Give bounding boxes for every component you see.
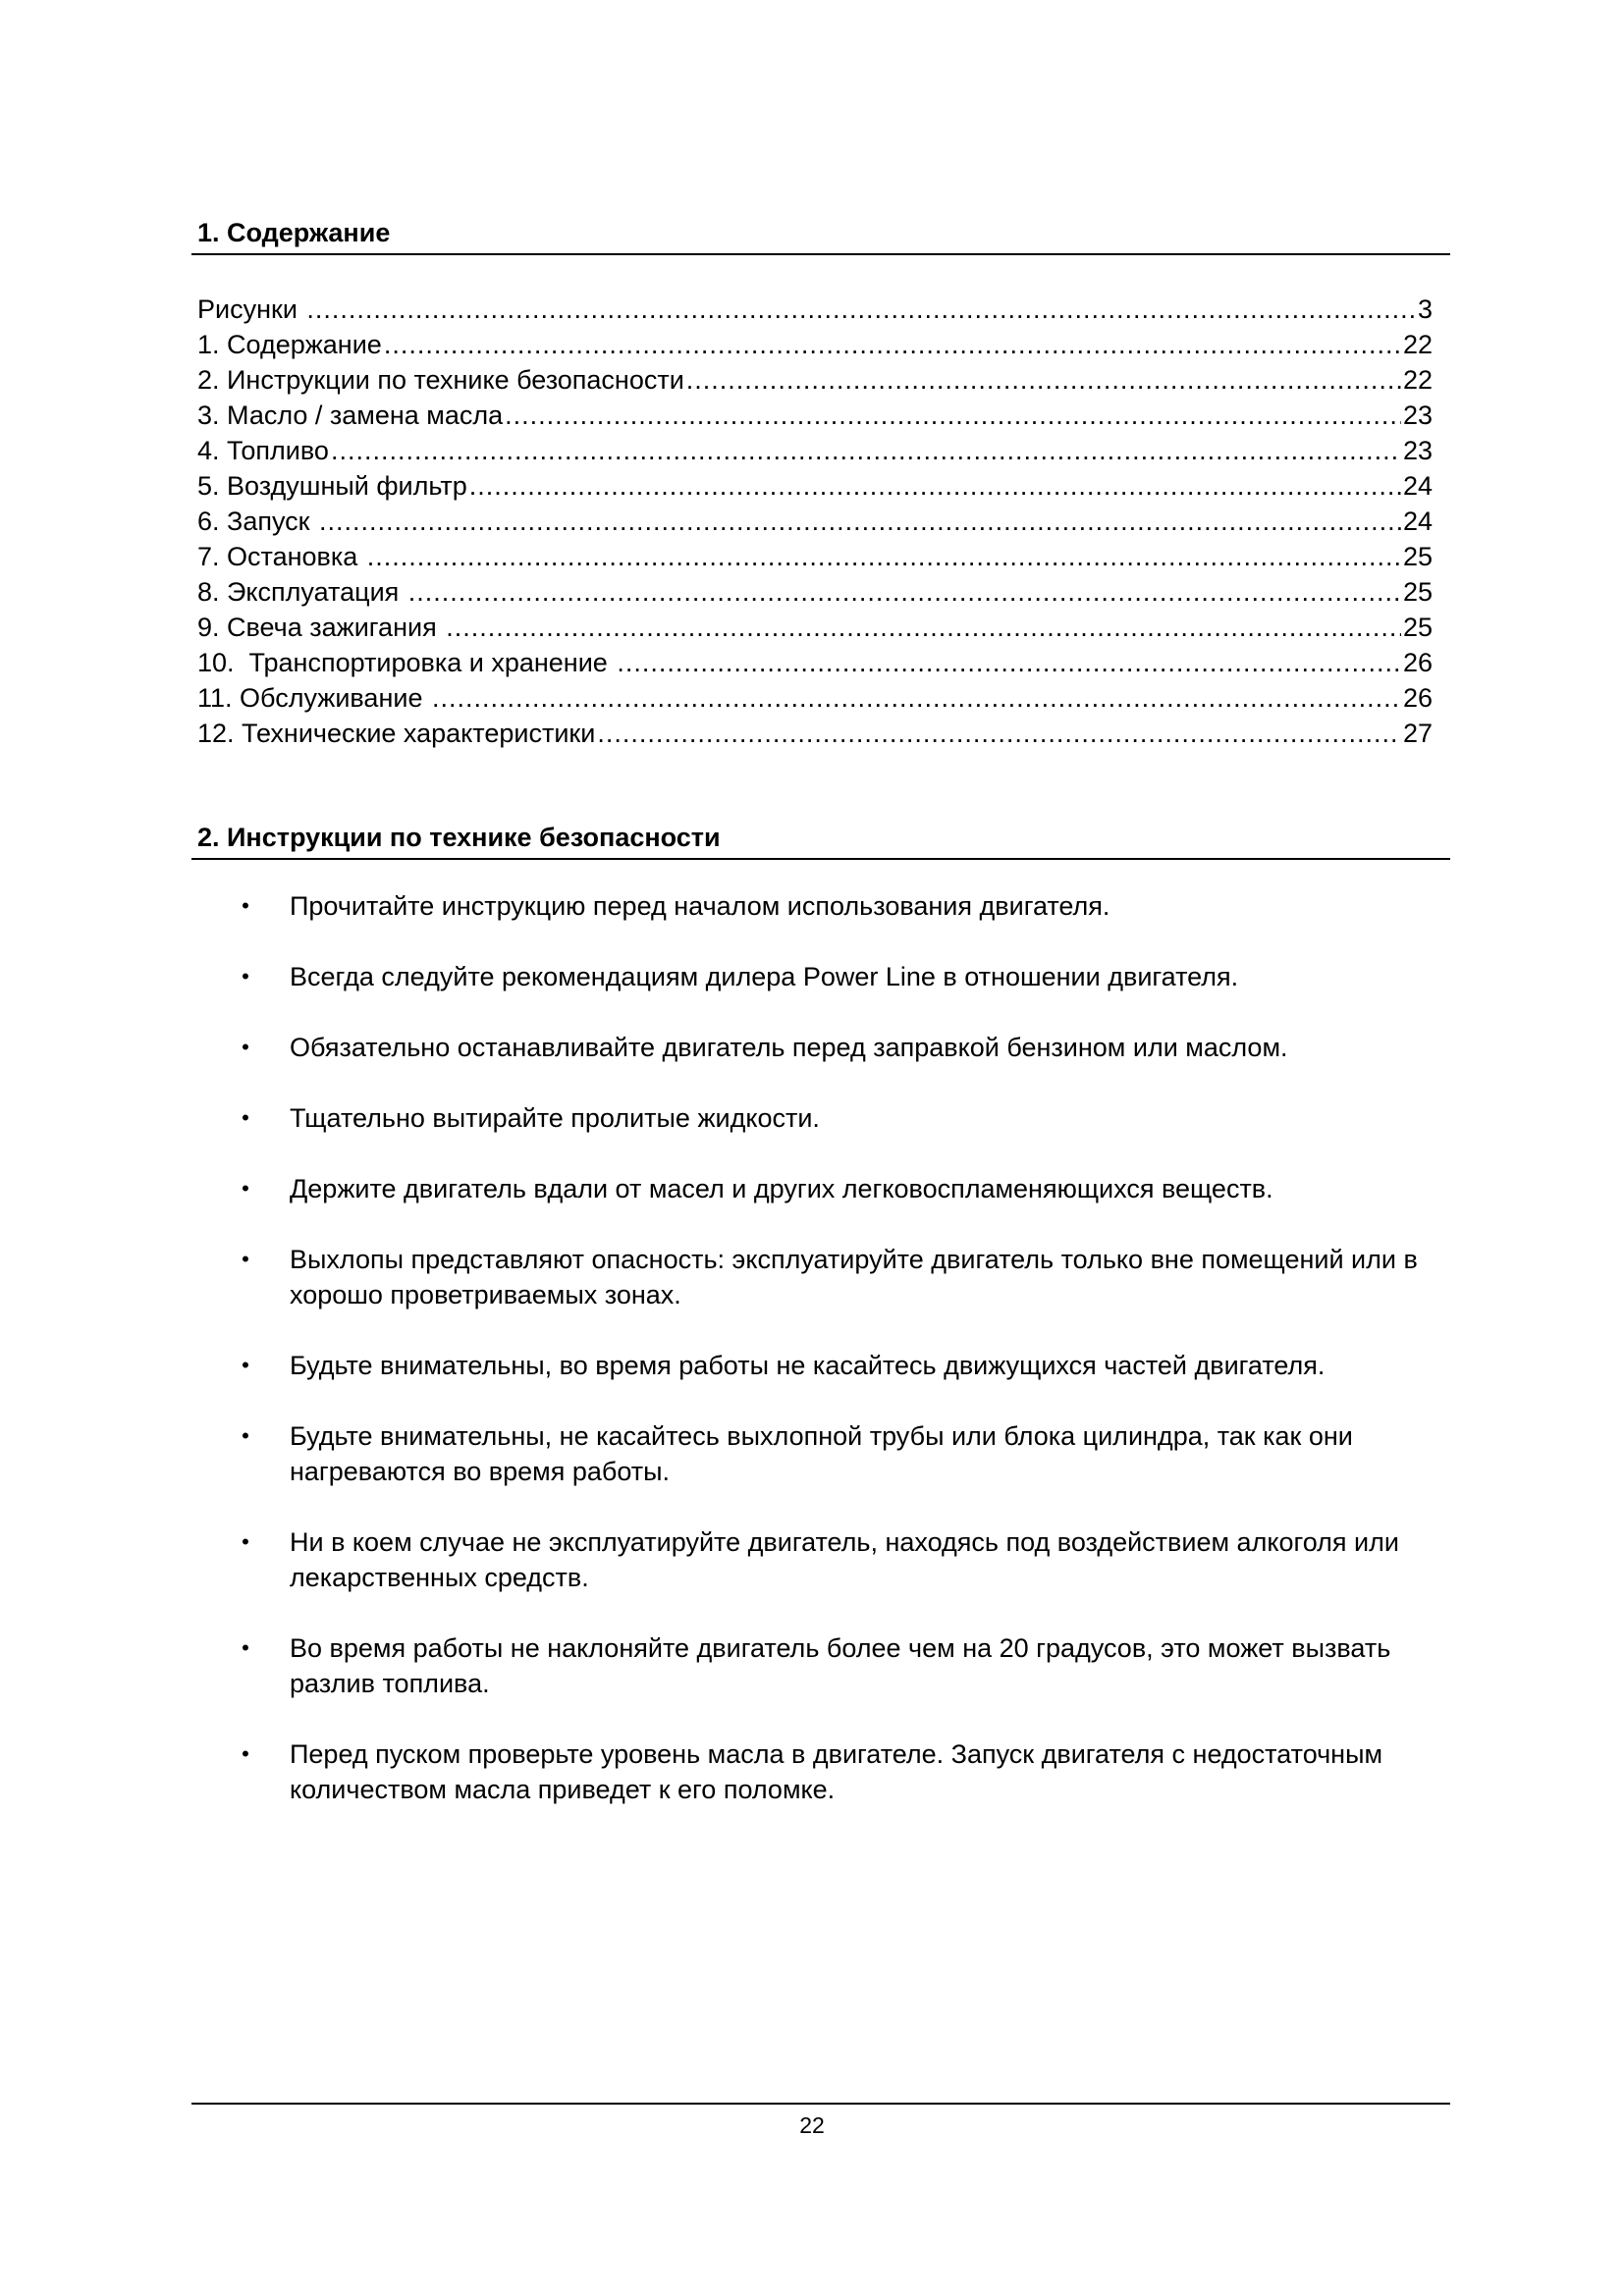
bullet-icon: •: [242, 1529, 249, 1554]
safety-item: [236, 1100, 1473, 1136]
bullet-icon: •: [242, 1176, 249, 1201]
toc-entry-label: 5. Воздушный фильтр: [197, 471, 467, 501]
footer-divider: [191, 2103, 1450, 2105]
safety-item: [236, 1524, 1473, 1595]
toc-entry-label: 8. Эксплуатация: [197, 577, 406, 607]
toc-entry-label: 9. Свеча зажигания: [197, 613, 445, 642]
toc-entry-page: 25: [1402, 542, 1433, 571]
safety-item: [236, 1171, 1473, 1206]
safety-item-text: Обязательно останавливайте двигатель перед заправкой бензином или маслом.: [290, 1033, 1288, 1062]
safety-heading: [191, 821, 1450, 860]
toc-dot-leader: [597, 716, 1401, 751]
bullet-icon: •: [242, 1105, 249, 1130]
toc-entry[interactable]: [197, 327, 1433, 362]
bullet-icon: •: [242, 1035, 249, 1059]
toc-entry[interactable]: [197, 398, 1433, 433]
toc-dot-leader: [686, 362, 1401, 398]
safety-item-text: Во время работы не наклоняйте двигатель более чем на 20 градусов, это может вызвать разлив топлива.: [290, 1633, 1391, 1698]
safety-item: [236, 959, 1473, 994]
toc-dot-leader: [446, 610, 1401, 645]
toc-heading: [191, 216, 1450, 255]
toc-entry[interactable]: [197, 716, 1433, 751]
bullet-icon: •: [242, 893, 249, 918]
toc-dot-leader: [331, 433, 1401, 468]
toc-entry-page: 27: [1402, 719, 1433, 748]
bullet-icon: •: [242, 964, 249, 988]
safety-item: [236, 1348, 1473, 1383]
page-number: 22: [799, 2112, 825, 2138]
toc-entry-label: 4. Топливо: [197, 436, 329, 465]
toc-entry[interactable]: [197, 468, 1433, 504]
toc-entry-page: 24: [1402, 507, 1433, 536]
toc-entry-page: 24: [1402, 471, 1433, 501]
toc-entry-page: 3: [1417, 294, 1433, 324]
safety-item-text: Тщательно вытирайте пролитые жидкости.: [290, 1103, 820, 1133]
safety-item: [236, 1630, 1473, 1701]
safety-instructions-list: [236, 888, 1473, 1807]
toc-entry[interactable]: [197, 645, 1433, 680]
safety-item-text: Будьте внимательны, не касайтесь выхлопной трубы или блока цилиндра, так как они нагреваются во время работы.: [290, 1421, 1353, 1486]
safety-item-text: Прочитайте инструкцию перед началом использования двигателя.: [290, 891, 1110, 921]
toc-dot-leader: [306, 292, 1416, 327]
toc-entry-page: 26: [1402, 683, 1433, 713]
toc-entry-page: 23: [1402, 436, 1433, 465]
safety-item: [236, 1418, 1473, 1489]
safety-item-text: Перед пуском проверьте уровень масла в двигателе. Запуск двигателя с недостаточным количеством масла приведет к его поломке.: [290, 1739, 1383, 1804]
toc-entry-page: 25: [1402, 613, 1433, 642]
safety-item: [236, 1030, 1473, 1065]
toc-entry-page: 22: [1402, 365, 1433, 395]
safety-item: [236, 1242, 1473, 1312]
toc-entry[interactable]: [197, 680, 1433, 716]
toc-entry-label: 10. Транспортировка и хранение: [197, 648, 616, 677]
safety-item-text: Держите двигатель вдали от масел и других легковоспламеняющихся веществ.: [290, 1174, 1273, 1203]
table-of-contents: [197, 292, 1433, 751]
toc-entry[interactable]: [197, 574, 1433, 610]
toc-entry-label: 11. Обслуживание: [197, 683, 430, 713]
bullet-icon: •: [242, 1635, 249, 1660]
toc-entry-label: 6. Запуск: [197, 507, 317, 536]
toc-entry-label: Рисунки: [197, 294, 305, 324]
toc-entry[interactable]: [197, 610, 1433, 645]
toc-entry[interactable]: [197, 433, 1433, 468]
toc-entry[interactable]: [197, 539, 1433, 574]
toc-dot-leader: [505, 398, 1401, 433]
toc-dot-leader: [408, 574, 1401, 610]
safety-item: [236, 888, 1473, 924]
toc-entry-page: 26: [1402, 648, 1433, 677]
toc-entry-label: 1. Содержание: [197, 330, 382, 359]
toc-entry-label: 12. Технические характеристики: [197, 719, 596, 748]
safety-heading-text: 2. Инструкции по технике безопасности: [197, 823, 721, 852]
safety-item-text: Будьте внимательны, во время работы не касайтесь движущихся частей двигателя.: [290, 1351, 1326, 1380]
safety-item-text: Всегда следуйте рекомендациям дилера Power Line в отношении двигателя.: [290, 962, 1239, 991]
safety-item-text: Выхлопы представляют опасность: эксплуатируйте двигатель только вне помещений или в хорошо проветриваемых зонах.: [290, 1245, 1418, 1309]
toc-dot-leader: [384, 327, 1401, 362]
safety-item: [236, 1736, 1473, 1807]
toc-entry-label: 3. Масло / замена масла: [197, 400, 504, 430]
toc-dot-leader: [367, 539, 1401, 574]
bullet-icon: •: [242, 1247, 249, 1271]
toc-entry[interactable]: [197, 504, 1433, 539]
toc-entry-label: 2. Инструкции по технике безопасности: [197, 365, 684, 395]
toc-dot-leader: [432, 680, 1401, 716]
toc-entry-page: 23: [1402, 400, 1433, 430]
toc-entry-page: 25: [1402, 577, 1433, 607]
toc-heading-text: 1. Содержание: [197, 218, 391, 247]
toc-entry-label: 7. Остановка: [197, 542, 365, 571]
toc-entry-page: 22: [1402, 330, 1433, 359]
toc-entry[interactable]: [197, 292, 1433, 327]
bullet-icon: •: [242, 1423, 249, 1448]
safety-item-text: Ни в коем случае не эксплуатируйте двигатель, находясь под воздействием алкоголя или лекарственных средств.: [290, 1527, 1399, 1592]
toc-entry[interactable]: [197, 362, 1433, 398]
toc-dot-leader: [617, 645, 1401, 680]
bullet-icon: •: [242, 1741, 249, 1766]
bullet-icon: •: [242, 1353, 249, 1377]
toc-dot-leader: [469, 468, 1401, 504]
toc-dot-leader: [319, 504, 1401, 539]
